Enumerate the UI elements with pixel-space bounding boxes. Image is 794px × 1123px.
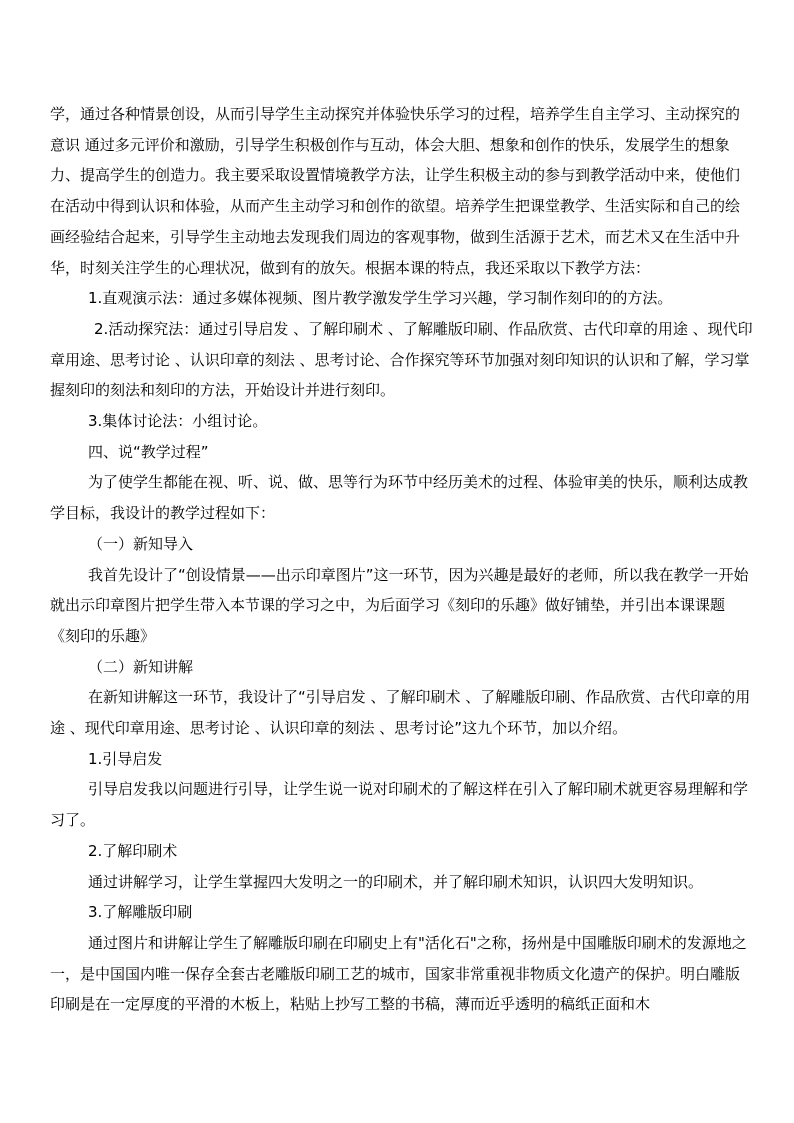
paragraph-2: 1.直观演示法：通过多媒体视频、图片教学激发学生学习兴趣，学习制作刻印的的方法。 — [88, 289, 673, 308]
paragraph-14: 通过讲解学习，让学生掌握四大发明之一的印刷术，并了解印刷术知识，认识四大发明知识。 — [88, 872, 704, 891]
paragraph-1: 学，通过各种情景创设，从而引导学生主动探究并体验快乐学习的过程，培养学生自主学习、主动探究的意识 通过多元评价和激励，引导学生积极创作与互动，体会大胆、想象和创作的快乐，发展学生的想象力、提高学生的创造力。我主要采取设置情境教学方法，让学生积极主动的参与到教学活动中来，使他们在活动中得到认识和体验，从而产生主动学习和创作的欲望。培养学生把课堂教学、生活实际和自己的绘画经验结合起来，引导学生主动地去发现我们周边的客观事物，做到生活源于艺术，而艺术又在生活中升华，时刻关注学生的心理状况，做到有的放矢。根据本课的特点，我还采取以下教学方法： — [50, 105, 741, 277]
item-heading-1: 1.引导启发 — [88, 749, 163, 768]
paragraph-8: 我首先设计了“创设情景——出示印章图片”这一环节，因为兴趣是最好的老师，所以我在教学一开始就出示印章图片把学生带入本节课的学习之中，为后面学习《刻印的乐趣》做好铺垫，并引出本课课题《刻印的乐趣》 — [50, 565, 749, 645]
item-heading-3: 3.了解雕版印刷 — [88, 903, 193, 922]
section-heading-4: 四、说“教学过程” — [88, 442, 209, 461]
subheading-1: （一）新知导入 — [88, 534, 194, 553]
paragraph-6: 为了使学生都能在视、听、说、做、思等行为环节中经历美术的过程、体验审美的快乐，顺利达成教学目标，我设计的教学过程如下： — [50, 473, 749, 523]
paragraph-4: 3.集体讨论法：小组讨论。 — [88, 412, 268, 431]
paragraph-3: 2.活动探究法：通过引导启发 、了解印刷术 、了解雕版印刷、作品欣赏、古代印章的用途 、现代印章用途、思考讨论 、认识印章的刻法 、思考讨论、合作探究等环节加强对刻印知识的认识和了解，学习掌握刻印的刻法和刻印的方法，开始设计并进行刻印。 — [50, 319, 753, 400]
paragraph-16: 通过图片和讲解让学生了解雕版印刷在印刷史上有"活化石"之称，扬州是中国雕版印刷术的发源地之一，是中国国内唯一保存全套古老雕版印刷工艺的城市，国家非常重视非物质文化遗产的保护。明白雕版印刷是在一定厚度的平滑的木板上，粘贴上抄写工整的书稿，薄而近乎透明的稿纸正面和木 — [50, 933, 747, 1014]
paragraph-12: 引导启发我以问题进行引导，让学生说一说对印刷术的了解这样在引入了解印刷术就更容易理解和学习了。 — [50, 780, 749, 830]
paragraph-10: 在新知讲解这一环节，我设计了“引导启发 、了解印刷术 、了解雕版印刷、作品欣赏、古代印章的用途 、现代印章用途、思考讨论 、认识印章的刻法 、思考讨论”这九个环节，加以介绍。 — [50, 688, 751, 738]
item-heading-2: 2.了解印刷术 — [88, 841, 178, 860]
subheading-2: （二）新知讲解 — [88, 657, 194, 676]
